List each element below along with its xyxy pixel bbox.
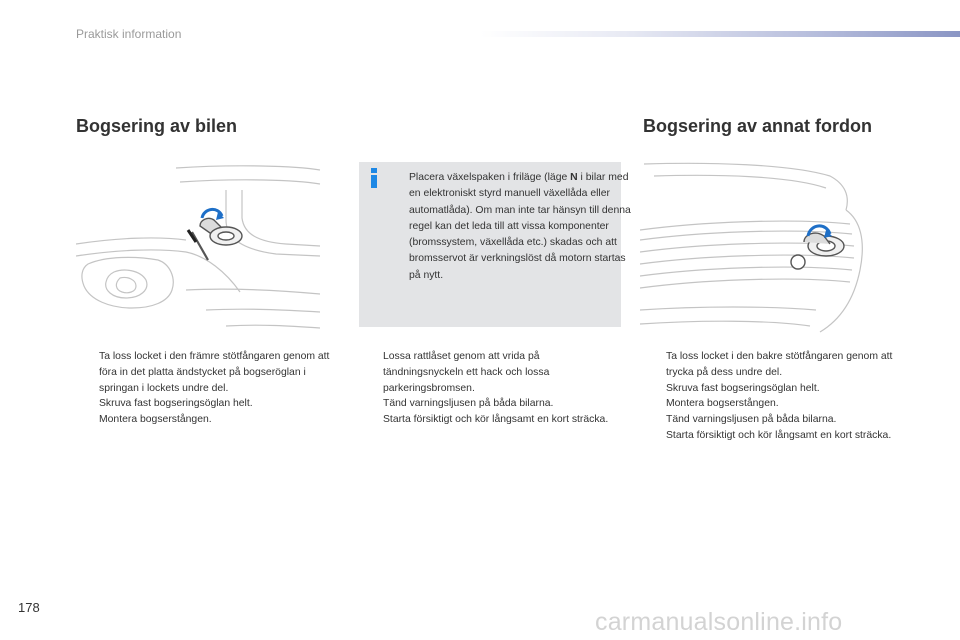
- list-item: Montera bogserstången.: [666, 398, 779, 410]
- list-item: Ta loss locket i den främre stötfångaren genom att föra in det platta ändstycket på bogseröglan i springan i lockets undre del.: [99, 351, 330, 394]
- list-item: Skruva fast bogseringsöglan helt.: [99, 398, 253, 410]
- rear-towing-steps: [643, 349, 893, 444]
- info-note-box: [359, 162, 631, 327]
- section-header-label: Praktisk information: [76, 27, 182, 41]
- list-item: Tänd varningsljusen på båda bilarna.: [666, 414, 837, 426]
- list-item: Starta försiktigt och kör långsamt en kort sträcka.: [383, 414, 609, 426]
- list-item: Lossa rattlåset genom att vrida på tändningsnyckeln ett hack och lossa parkeringsbromsen.: [383, 351, 550, 394]
- list-item: Starta försiktigt och kör långsamt en kort sträcka.: [666, 429, 892, 441]
- title-towing-own-car: Bogsering av bilen: [76, 116, 238, 136]
- general-towing-steps: [360, 349, 622, 428]
- list-item: Tänd varningsljusen på båda bilarna.: [383, 398, 554, 410]
- list-item: Montera bogserstången.: [99, 414, 212, 426]
- rear-bumper-towing-illustration: [640, 160, 888, 338]
- header-gradient-bar: [480, 31, 960, 37]
- front-towing-steps: [76, 349, 348, 428]
- info-note-text: Placera växelspaken i friläge (läge N i bilar med en elektroniskt styrd manuell växellåda eller automatlåda). Om man inte tar hänsyn till denna regel kan det leda till att vissa komponenter (bromssystem, växellåda etc.) skadas och att bromsservot är verkningslöst då motorn startas på nytt.: [409, 172, 631, 281]
- gear-position-n: N: [570, 172, 578, 183]
- title-towing-other-vehicle: Bogsering av annat fordon: [643, 116, 873, 136]
- list-item: Ta loss locket i den bakre stötfångaren genom att trycka på dess undre del.: [666, 351, 893, 378]
- page-number: 178: [18, 600, 40, 615]
- info-icon: [367, 168, 381, 188]
- list-item: Skruva fast bogseringsöglan helt.: [666, 382, 820, 394]
- watermark: carmanualsonline.info: [595, 608, 843, 636]
- front-bumper-towing-illustration: [76, 160, 346, 340]
